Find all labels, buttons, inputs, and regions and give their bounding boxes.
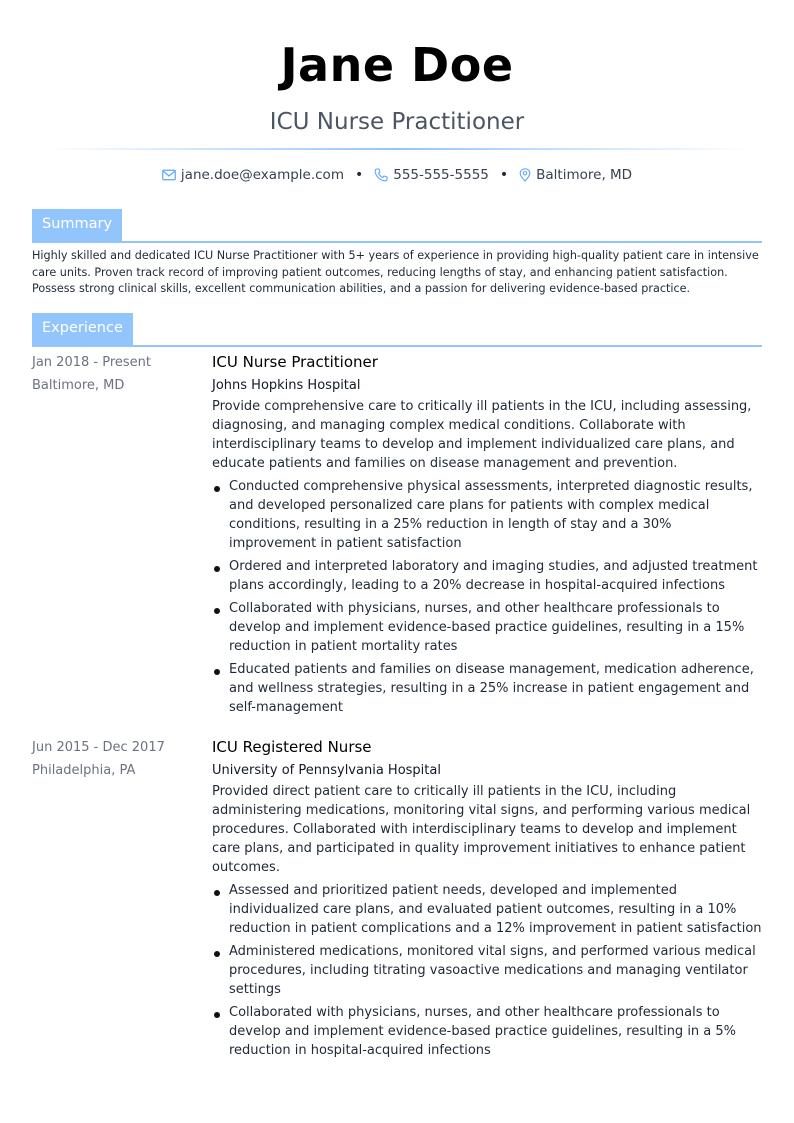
job-meta: [32, 736, 202, 782]
summary-section-header: [32, 209, 762, 243]
job-location: Baltimore, MD: [32, 378, 125, 393]
candidate-role: ICU Nurse Practitioner: [269, 109, 525, 135]
contact-location: [519, 164, 632, 186]
achievement-item: Conducted comprehensive physical assessments, interpreted diagnostic results, and developed personalized care plans for patients with complex medical conditions, resulting in a 25% reduction in length of stay and a 30% improvement in patient satisfaction: [212, 477, 762, 553]
phone-text: 555-555-5555: [393, 167, 489, 183]
email-text: jane.doe@example.com: [180, 167, 344, 183]
job-achievements: [212, 477, 762, 717]
job-description: Provide comprehensive care to critically ill patients in the ICU, including assessing, diagnosing, and managing complex medical conditions. Collaborate with interdisciplinary teams to develop and implement individualized care plans, and educate patients and families on disease management and prevention.: [212, 399, 752, 471]
job-meta: [32, 351, 202, 397]
map-pin-icon: [519, 168, 531, 182]
job-dates: Jan 2018 - Present: [32, 355, 151, 370]
summary-heading: Summary: [32, 209, 122, 241]
experience-section-header: [32, 313, 762, 347]
job-location: Philadelphia, PA: [32, 763, 136, 778]
job-title: ICU Registered Nurse: [212, 738, 372, 756]
contact-email[interactable]: [162, 164, 344, 186]
job-details: [212, 351, 762, 721]
location-text: Baltimore, MD: [536, 167, 633, 183]
envelope-icon: [162, 169, 176, 181]
achievement-item: Educated patients and families on disease management, medication adherence, and wellness strategies, resulting in a 25% increase in patient engagement and self-management: [212, 660, 762, 717]
header-divider: [42, 148, 752, 150]
contact-bar: [32, 164, 762, 186]
job-dates: Jun 2015 - Dec 2017: [32, 740, 165, 755]
job-description: Provided direct patient care to critically ill patients in the ICU, including administering medications, monitoring vital signs, and performing various medical procedures. Collaborated with interdisciplinary teams to develop and implement care plans, and participated in quality improvement initiatives to enhance patient outcomes.: [212, 784, 751, 875]
contact-phone[interactable]: [374, 164, 489, 186]
candidate-name: Jane Doe: [280, 38, 514, 92]
achievement-item: Ordered and interpreted laboratory and imaging studies, and adjusted treatment plans accordingly, leading to a 20% decrease in hospital-acquired infections: [212, 557, 762, 595]
achievement-item: Collaborated with physicians, nurses, and other healthcare professionals to develop and implement evidence-based practice guidelines, resulting in a 5% reduction in hospital-acquired infections: [212, 1003, 762, 1060]
job-achievements: [212, 881, 762, 1060]
experience-heading: Experience: [32, 313, 133, 345]
job-company: Johns Hopkins Hospital: [212, 378, 361, 393]
job-title: ICU Nurse Practitioner: [212, 353, 378, 371]
summary-text: Highly skilled and dedicated ICU Nurse Practitioner with 5+ years of experience in providing high-quality patient care in intensive care units. Proven track record of improving patient outcomes, reducing lengths of stay, and enhancing patient satisfaction. Possess strong clinical skills, excellent communication abilities, and a passion for delivering evidence-based practice.: [32, 249, 759, 296]
contact-separator: •: [354, 167, 364, 183]
job-company: University of Pennsylvania Hospital: [212, 763, 441, 778]
phone-icon: [374, 168, 388, 182]
job-details: [212, 736, 762, 1064]
contact-separator: •: [499, 167, 509, 183]
achievement-item: Assessed and prioritized patient needs, developed and implemented individualized care plans, and evaluated patient outcomes, resulting in a 10% reduction in patient complications and a 12% improvement in patient satisfaction: [212, 881, 762, 938]
achievement-item: Collaborated with physicians, nurses, and other healthcare professionals to develop and implement evidence-based practice guidelines, resulting in a 15% reduction in patient mortality rates: [212, 599, 762, 656]
achievement-item: Administered medications, monitored vital signs, and performed various medical procedures, including titrating vasoactive medications and managing ventilator settings: [212, 942, 762, 999]
